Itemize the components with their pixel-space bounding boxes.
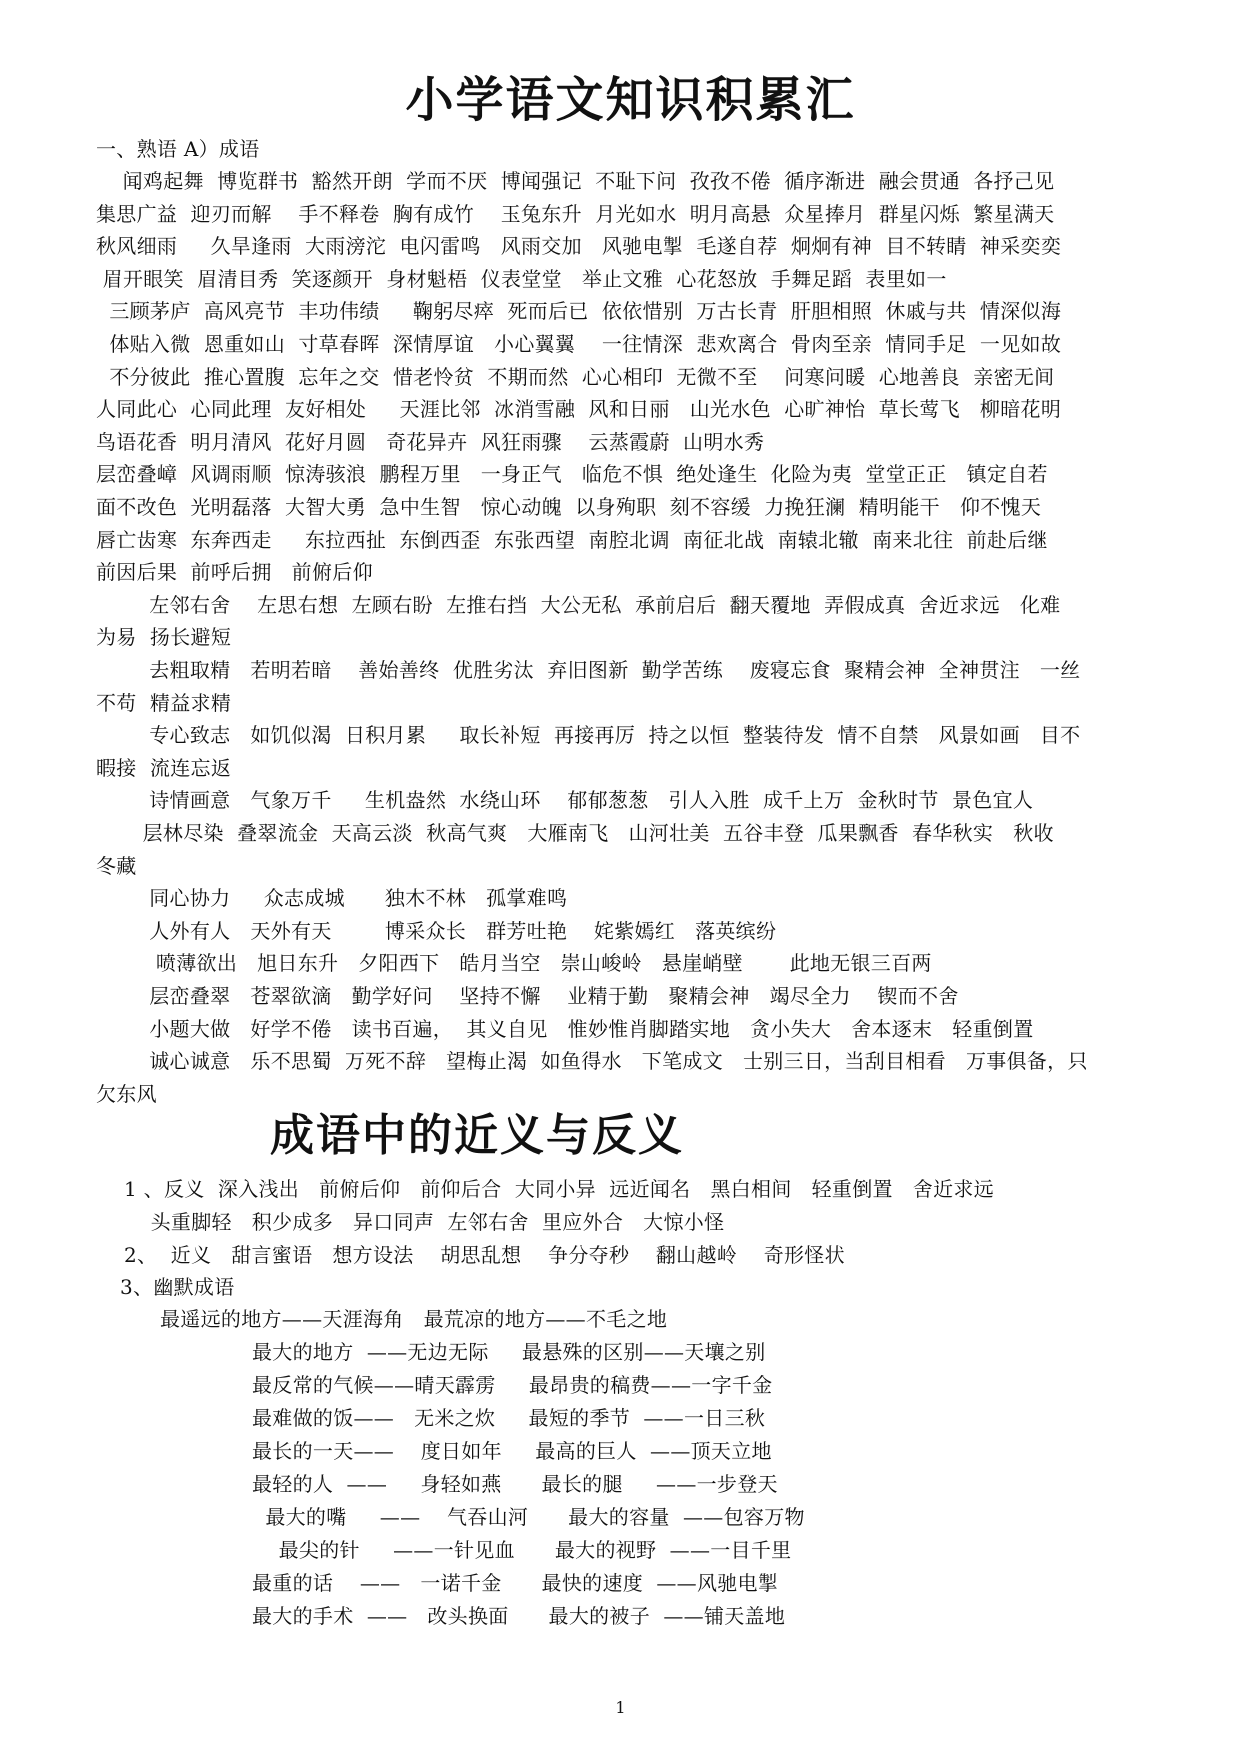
- idiom-line: 同心协力 众志成城 独木不林 孤掌难鸣: [96, 886, 568, 910]
- humor-line: 最反常的气候——晴天霹雳 最昂贵的稿费——一字千金: [252, 1373, 773, 1397]
- idiom-line: 冬藏: [96, 854, 137, 878]
- section-heading: 一、熟语 A）成语: [96, 137, 260, 161]
- humor-line: 最大的地方 ——无边无际 最悬殊的区别——天壤之别: [252, 1340, 766, 1364]
- idiom-line: 专心致志 如饥似渴 日积月累 取长补短 再接再厉 持之以恒 整装待发 情不自禁 风景如画 目不: [96, 723, 1081, 747]
- idiom-line: 小题大做 好学不倦 读书百遍， 其义自见 惟妙惟肖脚踏实地 贪小失大 舍本逐末 轻重倒置: [96, 1017, 1034, 1041]
- idiom-line: 欠东风: [96, 1082, 157, 1106]
- idiom-line: 不苟 精益求精: [96, 691, 232, 715]
- idiom-line: 面不改色 光明磊落 大智大勇 急中生智 惊心动魄 以身殉职 刻不容缓 力挽狂澜 精明能干 仰不愧天: [96, 495, 1042, 519]
- section-title: 成语中的近义与反义: [270, 1110, 684, 1161]
- idiom-line: 层林尽染 叠翠流金 天高云淡 秋高气爽 大雁南飞 山河壮美 五谷丰登 瓜果飘香 春华秋实 秋收: [96, 821, 1054, 845]
- idiom-line: 去粗取精 若明若暗 善始善终 优胜劣汰 弃旧图新 勤学苦练 废寝忘食 聚精会神 全神贯注 一丝: [96, 658, 1081, 682]
- humor-line: 最长的一天—— 度日如年 最高的巨人 ——顶天立地: [252, 1439, 772, 1463]
- idiom-line: 诗情画意 气象万千 生机盎然 水绕山环 郁郁葱葱 引人入胜 成千上万 金秋时节 景色宜人: [96, 788, 1034, 812]
- idiom-line: 人同此心 心同此理 友好相处 天涯比邻 冰消雪融 风和日丽 山光水色 心旷神怡 草长莺飞 柳暗花明: [96, 397, 1062, 421]
- humor-line: 最大的手术 —— 改头换面 最大的被子 ——铺天盖地: [252, 1604, 786, 1628]
- antonym-line: 1 、反义 深入浅出 前俯后仰 前仰后合 大同小异 远近闻名 黑白相间 轻重倒置 舍近求远: [124, 1177, 994, 1201]
- idiom-line: 秋风细雨 久旱逢雨 大雨滂沱 电闪雷鸣 风雨交加 风驰电掣 毛遂自荐 炯炯有神 目不转睛 神采奕奕: [96, 234, 1062, 258]
- humor-line: 最大的嘴 —— 气吞山河 最大的容量 ——包容万物: [252, 1505, 805, 1529]
- synonym-line: 2、 近义 甜言蜜语 想方设法 胡思乱想 争分夺秒 翻山越岭 奇形怪状: [124, 1243, 845, 1267]
- idiom-line: 集思广益 迎刃而解 手不释卷 胸有成竹 玉兔东升 月光如水 明月高悬 众星捧月 群星闪烁 繁星满天: [96, 202, 1055, 226]
- humor-line: 最重的话 —— 一诺千金 最快的速度 ——风驰电掣: [252, 1571, 779, 1595]
- idiom-line: 前因后果 前呼后拥 前俯后仰: [96, 560, 373, 584]
- humor-line: 最轻的人 —— 身轻如燕 最长的腿 ——一步登天: [252, 1472, 778, 1496]
- idiom-line: 眉开眼笑 眉清目秀 笑逐颜开 身材魁梧 仪表堂堂 举止文雅 心花怒放 手舞足蹈 表里如一: [96, 267, 947, 291]
- idiom-line: 层峦叠翠 苍翠欲滴 勤学好问 坚持不懈 业精于勤 聚精会神 竭尽全力 锲而不舍: [96, 984, 959, 1008]
- idiom-line: 鸟语花香 明月清风 花好月圆 奇花异卉 风狂雨骤 云蒸霞蔚 山明水秀: [96, 430, 765, 454]
- page-title: 小学语文知识积累汇: [405, 72, 856, 128]
- humor-line: 最尖的针 ——一针见血 最大的视野 ——一目千里: [252, 1538, 792, 1562]
- antonym-line-2: 头重脚轻 积少成多 异口同声 左邻右舍 里应外合 大惊小怪: [124, 1210, 725, 1234]
- idiom-line: 暇接 流连忘返: [96, 756, 232, 780]
- idiom-line: 唇亡齿寒 东奔西走 东拉西扯 东倒西歪 东张西望 南腔北调 南征北战 南辕北辙 南来北往 前赴后继: [96, 528, 1048, 552]
- humor-heading: 3、幽默成语: [120, 1275, 235, 1299]
- idiom-line: 左邻右舍 左思右想 左顾右盼 左推右挡 大公无私 承前启后 翻天覆地 弄假成真 舍近求远 化难: [96, 593, 1061, 617]
- idiom-line: 人外有人 天外有天 博采众长 群芳吐艳 姹紫嫣红 落英缤纷: [96, 919, 777, 943]
- idiom-line: 诚心诚意 乐不思蜀 万死不辞 望梅止渴 如鱼得水 下笔成文 士别三日，当刮目相看 万事俱备，只: [96, 1049, 1088, 1073]
- idiom-line: 为易 扬长避短: [96, 625, 232, 649]
- humor-line: 最难做的饭—— 无米之炊 最短的季节 ——一日三秋: [252, 1406, 766, 1430]
- idiom-line: 体贴入微 恩重如山 寸草春晖 深情厚谊 小心翼翼 一往情深 悲欢离合 骨肉至亲 情同手足 一见如故: [96, 332, 1062, 356]
- idiom-line: 喷薄欲出 旭日东升 夕阳西下 皓月当空 崇山峻岭 悬崖峭壁 此地无银三百两: [96, 951, 932, 975]
- page-number: 1: [615, 1698, 626, 1717]
- idiom-line: 闻鸡起舞 博览群书 豁然开朗 学而不厌 博闻强记 不耻下问 孜孜不倦 循序渐进 融会贯通 各抒己见: [96, 169, 1055, 193]
- humor-line: 最遥远的地方——天涯海角 最荒凉的地方——不毛之地: [160, 1307, 668, 1331]
- idiom-line: 三顾茅庐 高风亮节 丰功伟绩 鞠躬尽瘁 死而后已 依依惜别 万古长青 肝胆相照 休戚与共 情深似海: [96, 299, 1062, 323]
- idiom-line: 不分彼此 推心置腹 忘年之交 惜老怜贫 不期而然 心心相印 无微不至 问寒问暖 心地善良 亲密无间: [96, 365, 1055, 389]
- idiom-line: 层峦叠嶂 风调雨顺 惊涛骇浪 鹏程万里 一身正气 临危不惧 绝处逢生 化险为夷 堂堂正正 镇定自若: [96, 462, 1048, 486]
